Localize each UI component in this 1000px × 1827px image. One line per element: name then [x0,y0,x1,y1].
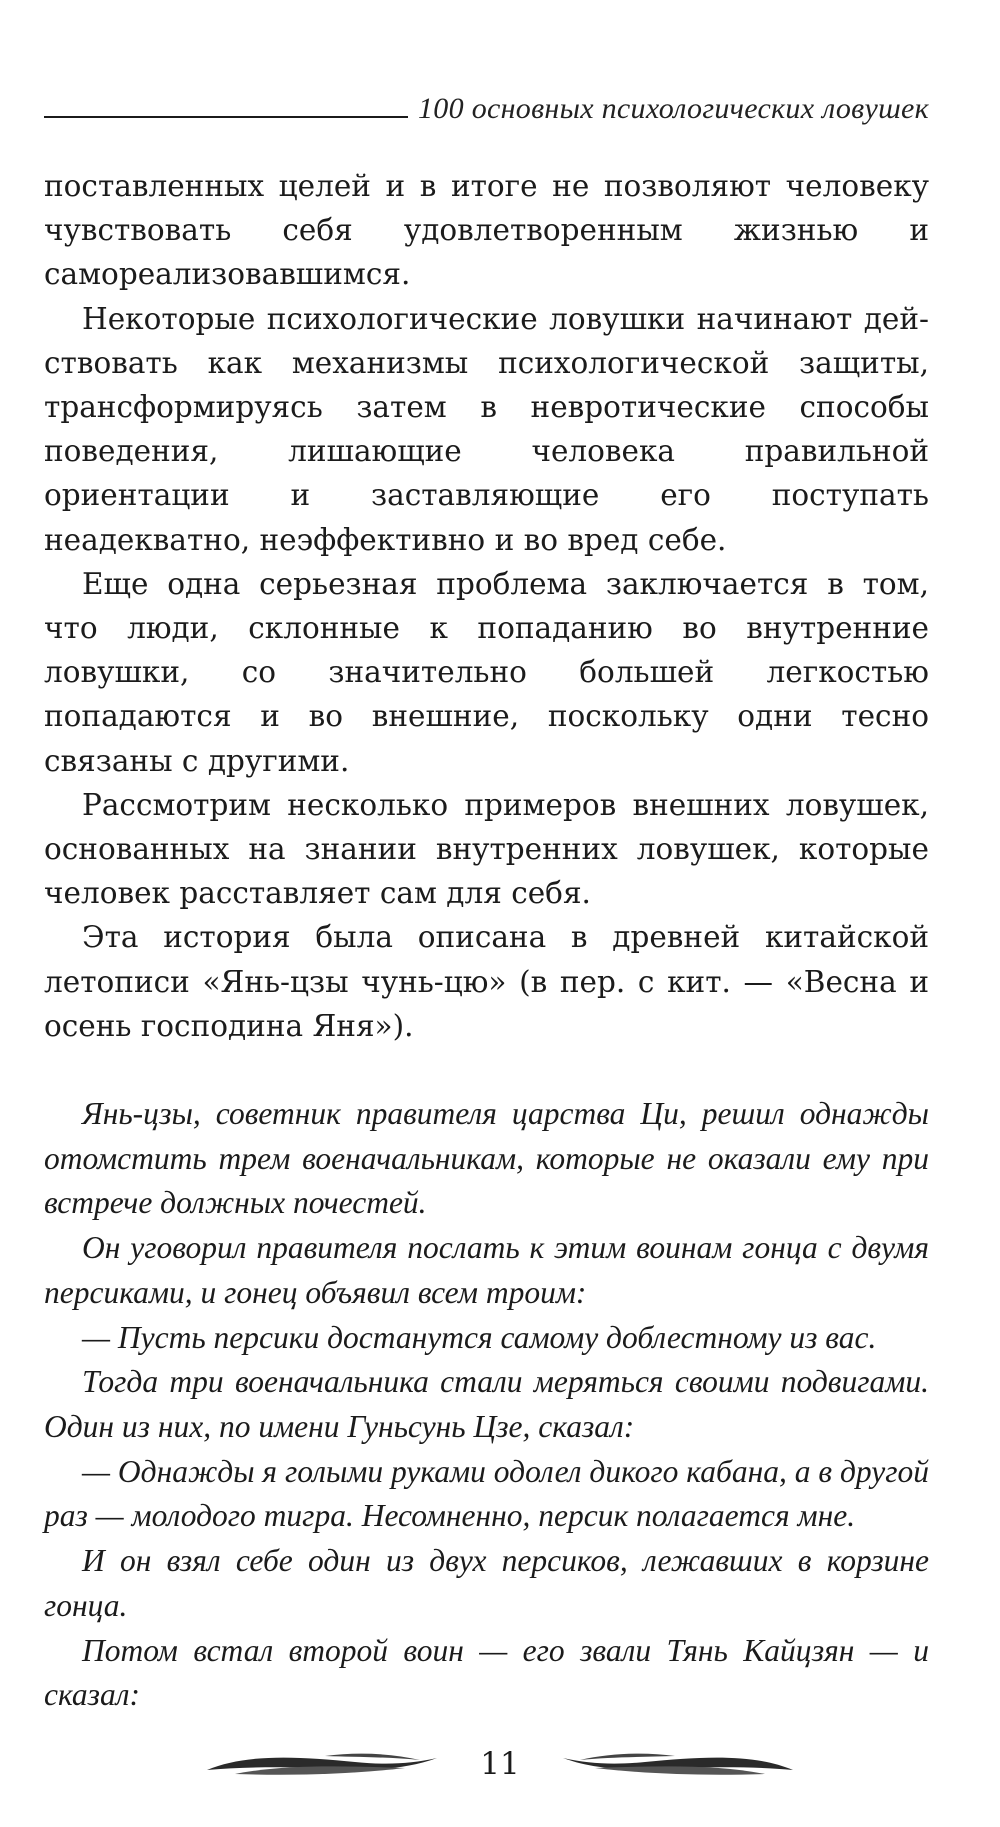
book-title: 100 основных психологических ловушек [418,92,929,125]
page-footer [0,1744,1000,1784]
body-text [44,164,929,1718]
header-rule [44,116,408,118]
story-paragraph-7: Потом встал второй воин — его звали Тянь Кайцзян — и сказал: [44,1632,929,1713]
story-paragraph-6: И он взял себе один из двух персиков, лежавших в корзине гонца. [44,1543,929,1623]
paragraph-5: Эта история была описана в древней китайской летописи «Янь-цзы чунь-цю» (в пер. с кит. — «Весна и осень господина Яня»). [44,920,929,1043]
section-gap [44,1048,929,1092]
paragraph-2: Некоторые психологические ловушки начинают действовать как механизмы психологической защиты, трансформируясь затем в невротические способы поведения, лишающие человека правильной ориентации и заставляющие его поступать неадекватно, неэффективно и во вред себе. [44,301,929,557]
paragraph-4: Рассмотрим несколько примеров внешних ловушек, основанных на знании внутренних ловушек, которые человек расставляет сам для себя. [44,787,929,911]
decorative-swash-left-icon [205,1750,445,1780]
paragraph-3: Еще одна серьезная проблема заключается в том, что люди, склонные к попаданию во внутренние ловушки, со значительно большей легкостью попадаются и во внешние, поскольку одни тесно связаны с другими. [44,566,929,778]
decorative-swash-right-icon [555,1750,795,1780]
story-paragraph-4: Тогда три военачальника стали меряться своими подвигами. Один из них, по имени Гуньсунь Цзе, сказал: [44,1364,929,1444]
story-paragraph-5: — Однажды я голыми руками одолел дикого кабана, а в другой раз — молодого тигра. Несомненно, персик полагается мне. [44,1453,929,1534]
paragraph-1: поставленных целей и в итоге не позволяют человеку чувствовать себя удовлетворенным жизнью и самореализовавшимся. [44,169,929,292]
story-paragraph-2: Он уговорил правителя послать к этим воинам гонца с двумя персиками, и гонец объявил всем троим: [44,1230,929,1310]
story-paragraph-1: Янь-цзы, советник правителя царства Ци, решил однажды отомстить трем военачальникам, которые не оказали ему при встрече должных почестей. [44,1096,929,1221]
running-header [44,86,929,126]
story-paragraph-3: — Пусть персики достанутся самому доблестному из вас. [82,1319,877,1355]
page-number: 11 [480,1746,520,1782]
